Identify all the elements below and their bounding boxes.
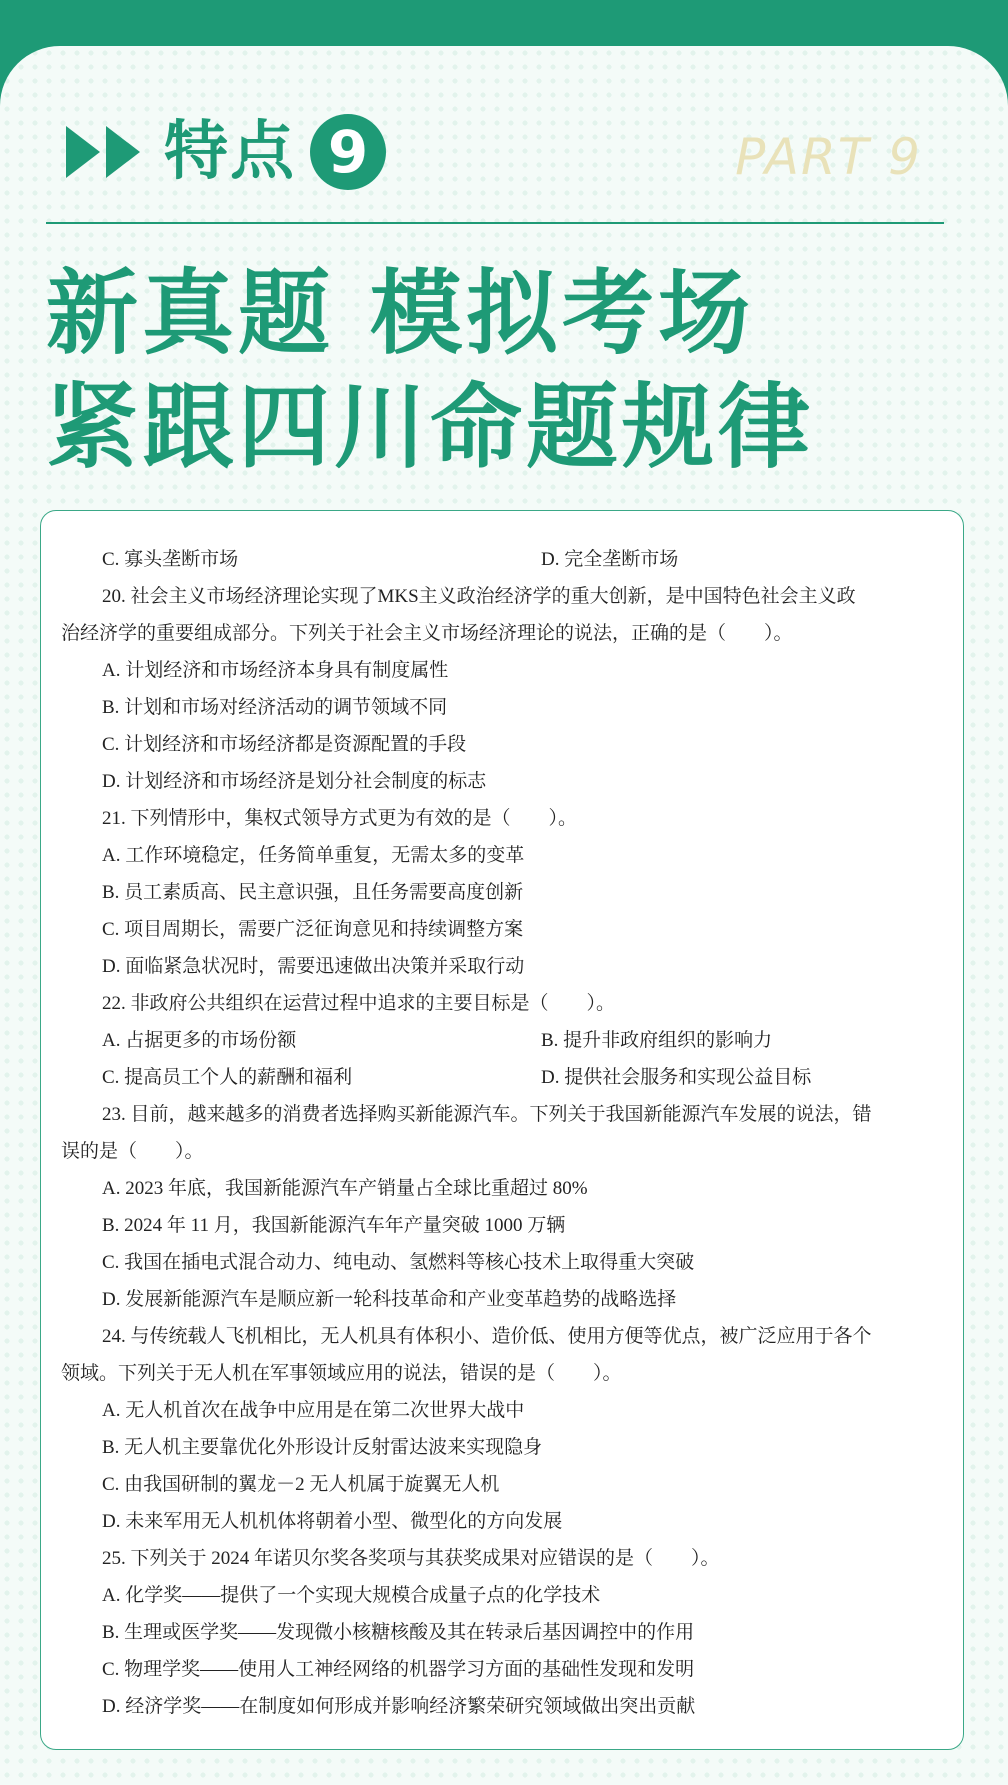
headline-line-2: 紧跟四川命题规律 [46,374,815,481]
option-text: B. 生理或医学奖——发现微小核糖核酸及其在转录后基因调控中的作用 [102,1622,695,1643]
option-row [61,1022,953,1059]
part-label: PART 9 [735,128,922,186]
option-text: B. 员工素质高、民主意识强，且任务需要高度创新 [102,882,524,903]
option-text: C. 物理学奖——使用人工神经网络的机器学习方面的基础性发现和发明 [102,1659,695,1680]
option-row [61,541,953,578]
feature-number-badge: 9 [310,114,386,190]
question-stem: 治经济学的重要组成部分。下列关于社会主义市场经济理论的说法，正确的是（ ）。 [61,623,793,644]
question-stem: 20. 社会主义市场经济理论实现了MKS主义政治经济学的重大创新，是中国特色社会主义政 [102,586,856,607]
option-text: D. 面临紧急状况时，需要迅速做出决策并采取行动 [102,956,525,977]
option-text: D. 计划经济和市场经济是划分社会制度的标志 [102,771,487,792]
option-row [61,1059,953,1096]
question-stem: 领域。下列关于无人机在军事领域应用的说法，错误的是（ ）。 [61,1363,622,1384]
option-text: C. 寡头垄断市场 [102,549,239,570]
question-card [40,510,964,1750]
question-stem: 25. 下列关于 2024 年诺贝尔奖各奖项与其获奖成果对应错误的是（ ）。 [102,1548,720,1569]
option-text: A. 工作环境稳定，任务简单重复，无需太多的变革 [102,845,525,866]
question-stem: 误的是（ ）。 [61,1141,204,1162]
option-text: C. 计划经济和市场经济都是资源配置的手段 [102,734,467,755]
question-stem: 22. 非政府公共组织在运营过程中追求的主要目标是（ ）。 [102,993,616,1014]
option-text: A. 占据更多的市场份额 [102,1030,297,1051]
option-text: B. 2024 年 11 月，我国新能源汽车年产量突破 1000 万辆 [102,1215,566,1236]
question-stem: 23. 目前，越来越多的消费者选择购买新能源汽车。下列关于我国新能源汽车发展的说法，错 [102,1104,872,1125]
feature-header [66,112,386,192]
option-text: D. 经济学奖——在制度如何形成并影响经济繁荣研究领域做出突出贡献 [102,1696,696,1717]
question-stem: 21. 下列情形中，集权式领导方式更为有效的是（ ）。 [102,808,578,829]
option-text: B. 计划和市场对经济活动的调节领域不同 [102,697,448,718]
option-text: B. 提升非政府组织的影响力 [541,1030,773,1051]
chevron-right-icon [106,126,140,178]
chevron-right-icon [66,126,100,178]
question-list [61,541,953,1725]
option-text: C. 由我国研制的翼龙－2 无人机属于旋翼无人机 [102,1474,500,1495]
option-text: D. 完全垄断市场 [541,549,679,570]
option-text: C. 项目周期长，需要广泛征询意见和持续调整方案 [102,919,524,940]
option-text: D. 发展新能源汽车是顺应新一轮科技革命和产业变革趋势的战略选择 [102,1289,677,1310]
option-text: B. 无人机主要靠优化外形设计反射雷达波来实现隐身 [102,1437,543,1458]
option-text: A. 计划经济和市场经济本身具有制度属性 [102,660,449,681]
option-text: D. 提供社会服务和实现公益目标 [541,1067,812,1088]
option-text: A. 无人机首次在战争中应用是在第二次世界大战中 [102,1400,525,1421]
option-text: A. 2023 年底，我国新能源汽车产销量占全球比重超过 80% [102,1178,588,1199]
divider [46,222,944,224]
question-stem: 24. 与传统载人飞机相比，无人机具有体积小、造价低、使用方便等优点，被广泛应用于各个 [102,1326,872,1347]
option-text: C. 我国在插电式混合动力、纯电动、氢燃料等核心技术上取得重大突破 [102,1252,695,1273]
option-text: D. 未来军用无人机机体将朝着小型、微型化的方向发展 [102,1511,563,1532]
option-text: C. 提高员工个人的薪酬和福利 [102,1067,353,1088]
headline-line-1: 新真题 模拟考场 [46,260,755,367]
feature-label: 特点 [164,115,296,189]
option-text: A. 化学奖——提供了一个实现大规模合成量子点的化学技术 [102,1585,601,1606]
